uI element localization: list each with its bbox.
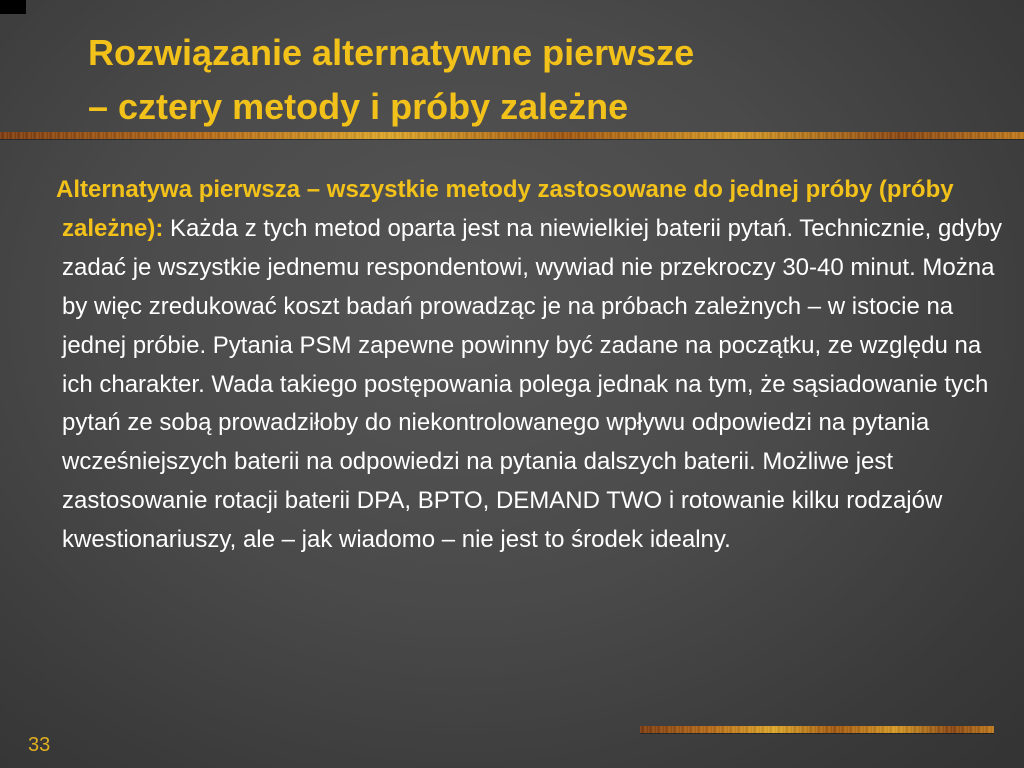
- body-lead: Alternatywa pierwsza – wszystkie metody zastosowane do jednej próby (próby zależne):: [56, 176, 954, 242]
- title-line-2: – cztery metody i próby zależne: [88, 86, 629, 127]
- body-paragraph: [56, 171, 1010, 560]
- body-text: Każda z tych metod oparta jest na niewielkiej baterii pytań. Technicznie, gdyby zadać je wszystkie jednemu respondentowi, wywiad nie przekroczy 30-40 minut. Można by więc zredukować koszt badań prowadząc je na próbach zależnych – w istocie na jednej próbie. Pytania PSM zapewne powinny być zadane na początku, ze względu na ich charakter. Wada takiego postępowania polega jednak na tym, że sąsiadowanie tych pytań ze sobą prowadziłoby do niekontrolowanego wpływu odpowiedzi na pytania wcześniejszych baterii na odpowiedzi na pytania dalszych baterii. Możliwe jest zastosowanie rotacji baterii DPA, BPTO, DEMAND TWO i rotowanie kilku rodzajów kwestionariuszy, ale – jak wiadomo – nie jest to środek idealny.: [62, 214, 1003, 554]
- title-divider: [0, 132, 1024, 139]
- corner-mark: [0, 0, 26, 14]
- title-line-1: Rozwiązanie alternatywne pierwsze: [88, 32, 695, 73]
- footer-divider: [640, 726, 994, 733]
- slide-number: 33: [28, 734, 51, 756]
- slide-title: [88, 26, 968, 134]
